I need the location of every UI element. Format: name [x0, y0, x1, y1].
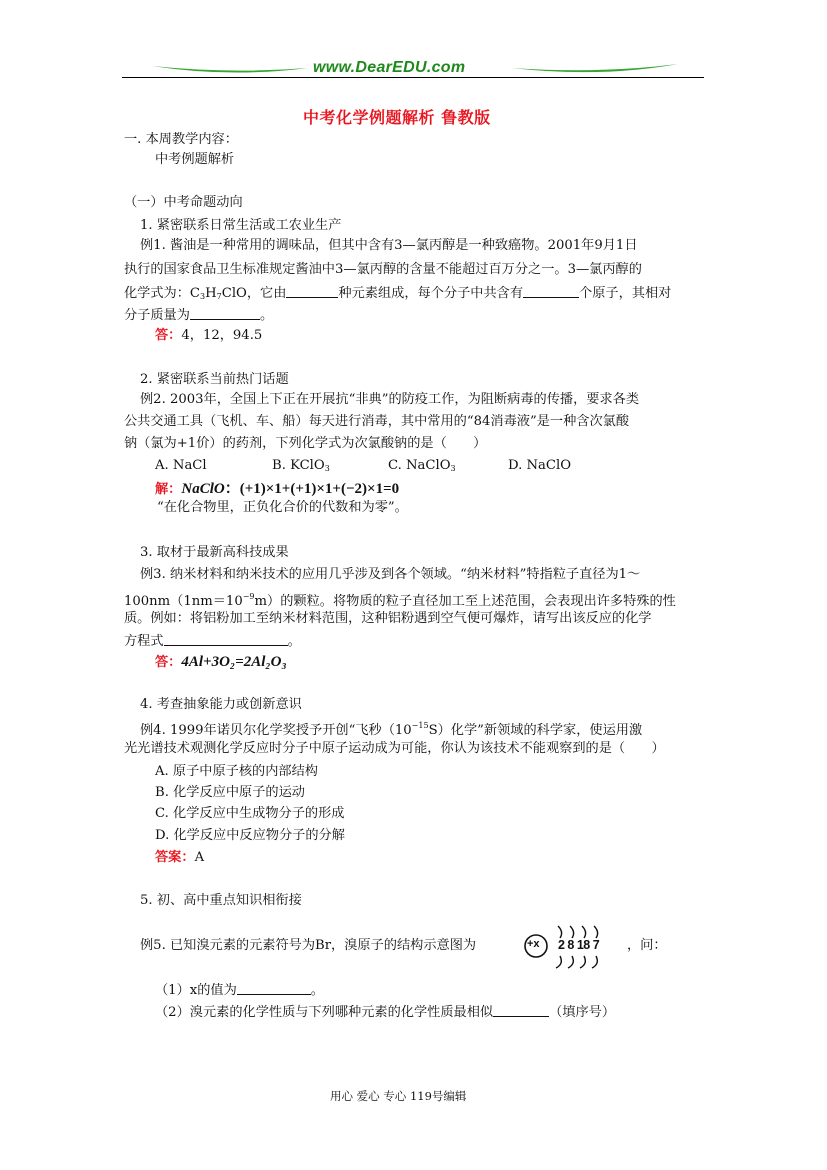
- blank-4: [164, 633, 288, 646]
- section1-heading: 一. 本周教学内容：: [124, 132, 238, 147]
- section2-heading: （一）中考命题动向: [124, 195, 243, 210]
- bromine-atom-diagram: [522, 918, 626, 974]
- shell-numbers: 2 8 18 7: [558, 938, 600, 952]
- nucleus-label: +x: [527, 938, 540, 950]
- item2-solution: 解：NaClO：(+1)×1+(+1)×1+(−2)×1=0: [155, 481, 400, 497]
- logo-swoosh-left-icon: [150, 60, 310, 76]
- item4-line2: 光光谱技术观测化学反应时分子中原子运动成为可能，你认为该技术不能观察到的是（ ）: [124, 741, 665, 756]
- section1-content: 中考例题解析: [155, 152, 235, 167]
- item5-line1-end: ，问：: [627, 938, 667, 953]
- item1-line3: 化学式为：$C_3H_7ClO$，它由 种元素组成，每个分子中共含有 个原子，其相对: [124, 286, 672, 301]
- item3-line1: 例3. 纳米材料和纳米技术的应用几乎涉及到各个领域。“纳米材料”特指粒子直径为1～: [140, 567, 641, 582]
- item4-heading: 4. 考查抽象能力或创新意识: [140, 697, 302, 712]
- blank-2: [523, 285, 579, 298]
- item3-line2: $100nm(1nm=10^{-9}m)$的颗粒。将物质的粒子直径加工至上述范围，会表现出许多特殊的性: [124, 592, 676, 609]
- item5-line1: 例5. 已知溴元素的元素符号为Br，溴原子的结构示意图为: [140, 938, 477, 953]
- item2-option-c: C. NaClO$_3$: [388, 458, 456, 473]
- item4-answer: 答案：A: [155, 850, 205, 865]
- blank-3: [190, 307, 260, 320]
- page-title: 中考化学例题解析 鲁教版: [303, 108, 491, 127]
- blank-1: [286, 285, 338, 298]
- item1-answer: 答：4，12，94.5: [155, 328, 263, 343]
- site-logo: www.DearEDU.com: [313, 59, 466, 76]
- item4-option-b: B. 化学反应中原子的运动: [155, 785, 305, 800]
- item1-line1: 例1. 酱油是一种常用的调味品，但其中含有3—氯丙醇是一种致癌物。2001年9月1日: [140, 238, 638, 253]
- item2-option-a: A. NaCl: [155, 458, 207, 473]
- item3-heading: 3. 取材于最新高科技成果: [140, 545, 289, 560]
- item1-line2: 执行的国家食品卫生标准规定酱油中3—氯丙醇的含量不能超过百万分之一。3—氯丙醇的: [124, 262, 642, 277]
- item2-option-d: D. NaClO: [508, 458, 572, 473]
- page-footer: 用心 爱心 专心 119号编辑: [330, 1089, 467, 1103]
- item3-answer: 答：4Al+3O₂=2Al₂O₃: [155, 654, 287, 670]
- blank-6: [493, 1004, 549, 1017]
- item4-option-d: D. 化学反应中反应物分子的分解: [155, 828, 345, 843]
- item4-option-c: C. 化学反应中生成物分子的形成: [155, 806, 345, 821]
- item4-option-a: A. 原子中原子核的内部结构: [155, 764, 318, 779]
- blank-5: [237, 982, 311, 995]
- item2-line3: 钠（氯为+1价）的药剂，下列化学式为次氯酸钠的是（ ）: [124, 436, 487, 451]
- logo-swoosh-right-icon: [510, 60, 680, 76]
- item3-line3: 质。例如：将铝粉加工至纳米材料范围，这种铝粉遇到空气便可爆炸，请写出该反应的化学: [124, 611, 652, 626]
- item2-line2: 公共交通工具（飞机、车、船）每天进行消毒，其中常用的“84消毒液”是一种含次氯酸: [124, 414, 630, 429]
- item5-q2: （2）溴元素的化学性质与下列哪种元素的化学性质最相似 （填序号）: [155, 1005, 616, 1020]
- item1-line4: 分子质量为 。: [124, 308, 274, 323]
- item4-line1: 例4. 1999年诺贝尔化学奖授予开创“飞秒$(10^{-15}S)$化学”新领域的科学家，使运用激: [140, 721, 643, 738]
- item5-heading: 5. 初、高中重点知识相衔接: [140, 893, 302, 908]
- header-rule: [122, 77, 704, 78]
- item5-q1: （1）x的值为 。: [155, 983, 324, 998]
- item2-note: “在化合物里，正负化合价的代数和为零”。: [157, 500, 408, 515]
- item2-heading: 2. 紧密联系当前热门话题: [140, 372, 289, 387]
- item2-line1: 例2. 2003年，全国上下正在开展抗“非典”的防疫工作，为阻断病毒的传播，要求各类: [140, 392, 640, 407]
- item1-heading: 1. 紧密联系日常生活或工农业生产: [140, 218, 342, 233]
- item3-line4: 方程式 。: [124, 634, 301, 649]
- item2-option-b: B. KClO$_3$: [272, 458, 330, 473]
